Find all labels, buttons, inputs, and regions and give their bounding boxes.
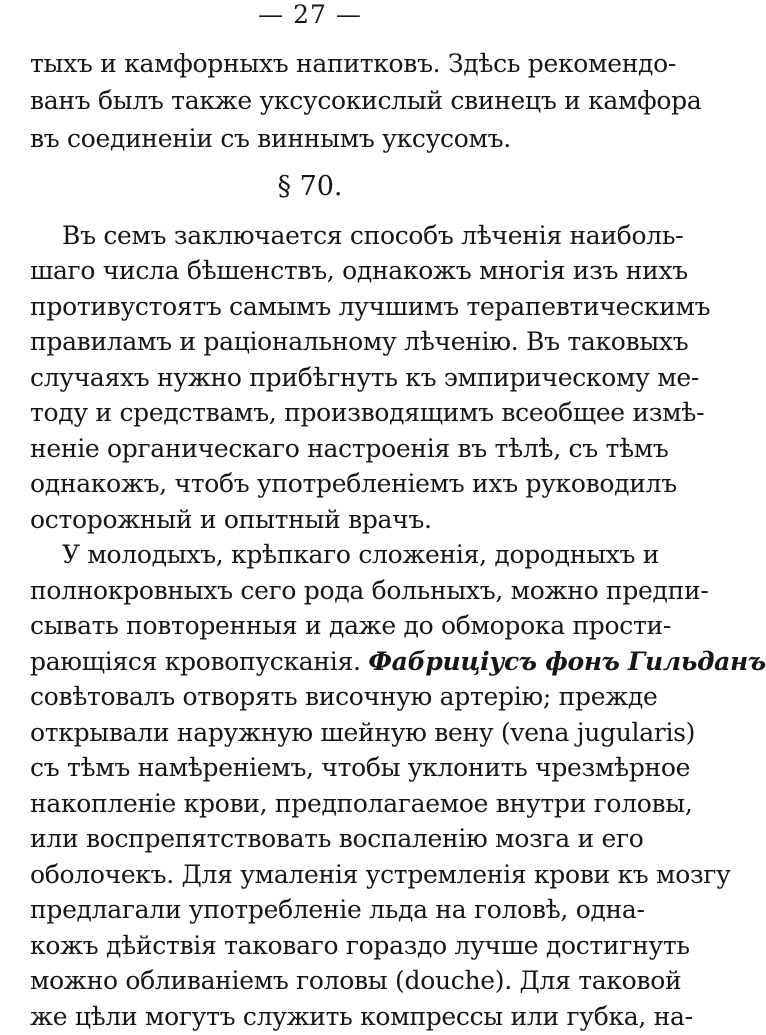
text-line: Въ семъ заключается способъ лѣченія наиболь- [62,221,684,250]
page-number: — 27 — [258,0,362,29]
section-title: § 70. [277,171,343,202]
text-line: неніе органическаго настроенія въ тѣлѣ, съ тѣмъ [30,434,669,463]
text-segment: рающіяся кровопусканія. [30,647,369,676]
text-line: осторожный и опытный врачъ. [30,505,432,534]
text-line: накопленіе крови, предполагаемое внутри головы, [30,789,693,818]
text-line: можно обливаніемъ головы (douche). Для таковой [30,966,682,995]
text-line: сывать повторенныя и даже до обморока прости- [30,611,672,640]
text-line: или воспрепятствовать воспаленію мозга и его [30,824,644,853]
italic-name: Фабриціусъ фонъ Гильданъ [368,647,766,676]
text-line: шаго числа бѣшенствъ, однакожъ многія изъ нихъ [30,256,688,285]
text-line: оболочекъ. Для умаленія устремленія крови къ мозгу [30,860,731,889]
text-line: съ тѣмъ намѣреніемъ, чтобы уклонить чрезмѣрное [30,753,691,782]
text-line: полнокровныхъ сего рода больныхъ, можно предпи- [30,576,709,605]
text-line: совѣтовалъ отворять височную артерію; прежде [30,682,658,711]
text-line: противустоятъ самымъ лучшимъ терапевтическимъ [30,292,711,321]
text-line: же цѣли могутъ служить компрессы или губка, на- [30,1002,693,1031]
text-line: правиламъ и раціональному лѣченію. Въ таковыхъ [30,327,689,356]
text-line: кожъ дѣйствія таковаго гораздо лучше достигнуть [30,931,690,960]
text-line: тоду и средствамъ, производящимъ всеобщее измѣ- [30,398,705,427]
text-line: ванъ былъ также уксусокислый свинецъ и камфора [30,86,702,115]
text-line: тыхъ и камфорныхъ напитковъ. Здѣсь рекомендо- [30,49,677,78]
text-line: случаяхъ нужно прибѣгнуть къ эмпирическому ме- [30,363,700,392]
text-line: У молодыхъ, крѣпкаго сложенія, дородныхъ и [62,540,660,569]
text-line: въ соединеніи съ виннымъ уксусомъ. [30,124,511,153]
text-line: однакожъ, чтобъ употребленіемъ ихъ руководилъ [30,469,677,498]
text-line [30,644,766,680]
text-line: предлагали употребленіе льда на головѣ, одна- [30,895,645,924]
text-line: открывали наружную шейную вену (vena jugularis) [30,718,696,747]
